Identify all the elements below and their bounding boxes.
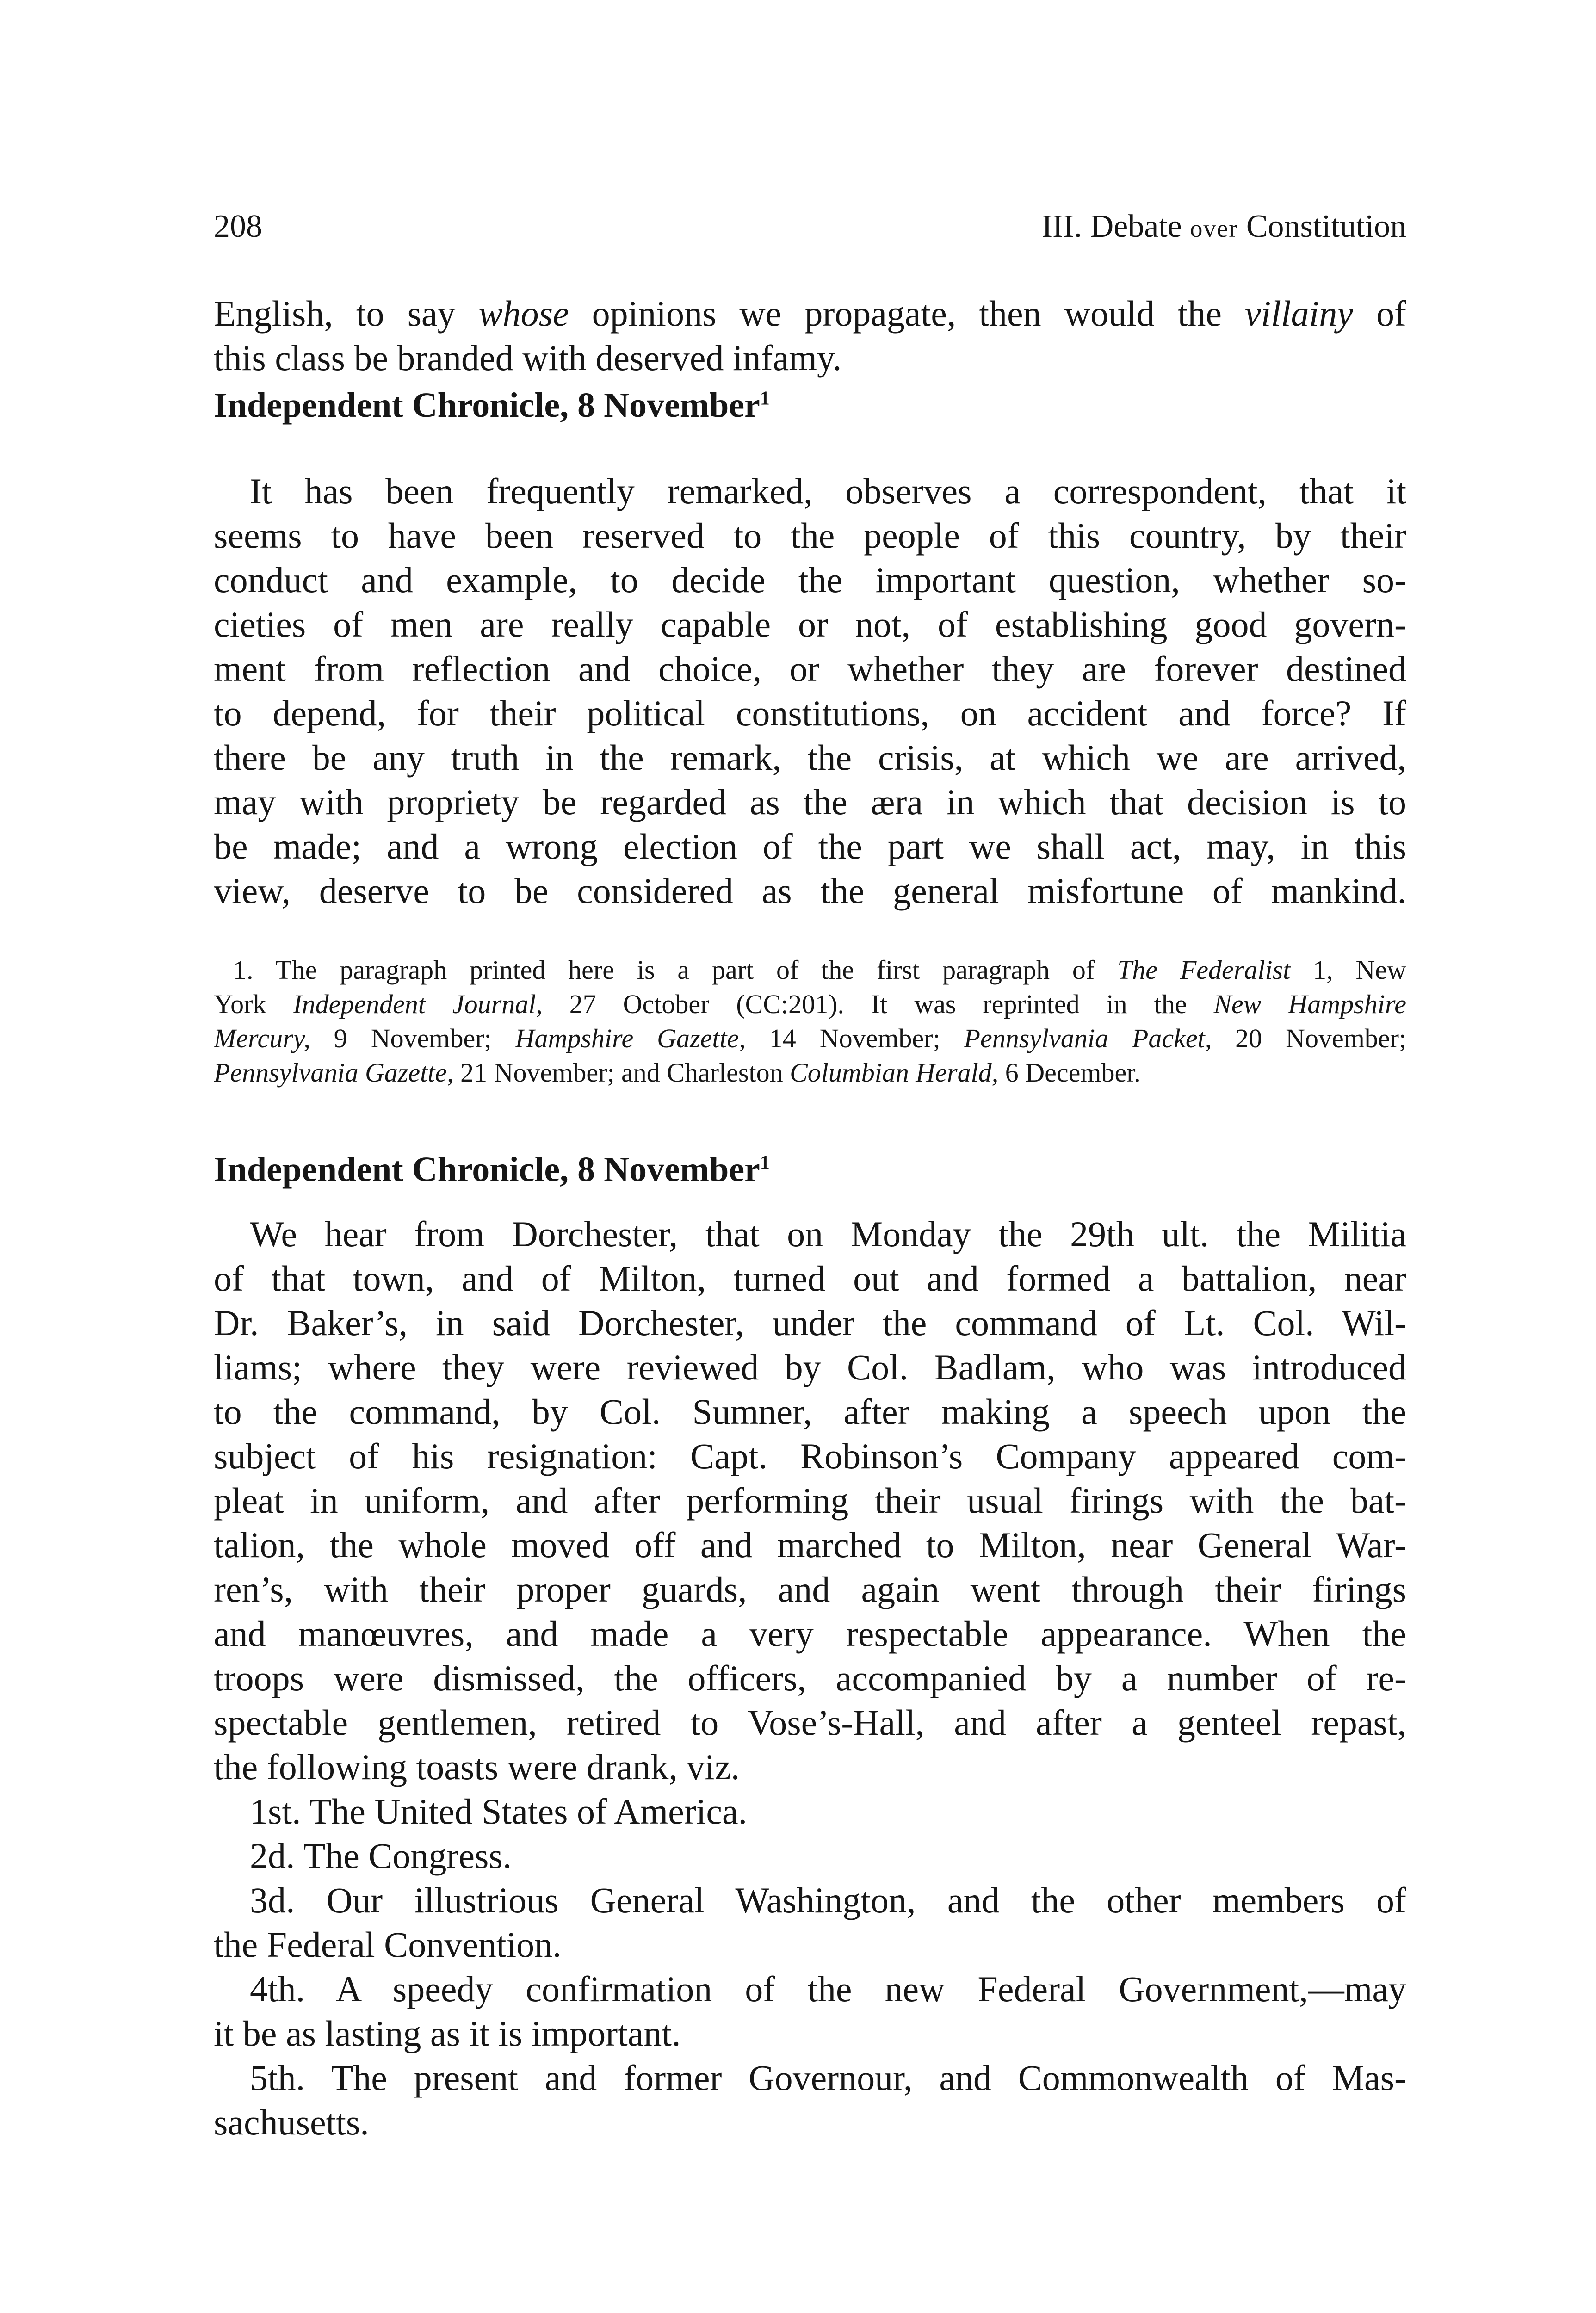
toast-line: 3d. Our illustrious General Washington, and the other members of xyxy=(250,1880,1406,1920)
text-line: troops were dismissed, the officers, accompanied by a number of re- xyxy=(214,1658,1406,1698)
page-number: 208 xyxy=(214,209,262,244)
text-line: to depend, for their political constitutions, on accident and force? If xyxy=(214,693,1406,733)
footnote-line: Pennsylvania Gazette, 21 November; and Charleston Columbian Herald, 6 December. xyxy=(214,1058,1141,1088)
text-line: ment from reflection and choice, or whether they are forever destined xyxy=(214,649,1406,689)
toast-line: 2d. The Congress. xyxy=(250,1836,512,1876)
text-line: there be any truth in the remark, the crisis, at which we are arrived, xyxy=(214,737,1406,778)
section-title: III. Debate over Constitution xyxy=(1041,209,1406,244)
text-line: conduct and example, to decide the important question, whether so- xyxy=(214,560,1406,600)
text-line: talion, the whole moved off and marched to Milton, near General War- xyxy=(214,1525,1406,1565)
text-line: It has been frequently remarked, observes a correspondent, that it xyxy=(250,471,1406,511)
footnote-ref: 1 xyxy=(760,1152,770,1174)
toast-line: 5th. The present and former Governour, and Commonwealth of Mas- xyxy=(250,2058,1406,2098)
footnote-ref: 1 xyxy=(760,388,770,409)
footnote-line: 1. The paragraph printed here is a part of the first paragraph of The Federalist 1, New xyxy=(233,955,1406,985)
text-line: English, to say whose opinions we propagate, then would the villainy of xyxy=(214,293,1406,334)
text-line: be made; and a wrong election of the part we shall act, may, in this xyxy=(214,826,1406,866)
text-line: We hear from Dorchester, that on Monday the 29th ult. the Militia xyxy=(250,1214,1406,1254)
toast-line: the Federal Convention. xyxy=(214,1924,562,1965)
text-line: ren’s, with their proper guards, and again went through their firings xyxy=(214,1569,1406,1609)
text-line: view, deserve to be considered as the general misfortune of mankind. xyxy=(214,871,1406,911)
text-line: seems to have been reserved to the people of this country, by their xyxy=(214,515,1406,556)
text-line: liams; where they were reviewed by Col. Badlam, who was introduced xyxy=(214,1347,1406,1387)
text-line: spectable gentlemen, retired to Vose’s-Hall, and after a genteel repast, xyxy=(214,1702,1406,1743)
toast-line: 4th. A speedy confirmation of the new Federal Government,—may xyxy=(250,1969,1406,2009)
text-line: this class be branded with deserved infamy. xyxy=(214,338,842,378)
text-line: the following toasts were drank, viz. xyxy=(214,1747,740,1787)
text-line: may with propriety be regarded as the æra in which that decision is to xyxy=(214,782,1406,822)
text-line: subject of his resignation: Capt. Robinson’s Company appeared com- xyxy=(214,1436,1406,1476)
text-line: pleat in uniform, and after performing their usual firings with the bat- xyxy=(214,1480,1406,1521)
toast-line: it be as lasting as it is important. xyxy=(214,2013,681,2053)
text-line: to the command, by Col. Sumner, after making a speech upon the xyxy=(214,1392,1406,1432)
article-heading: Independent Chronicle, 8 November$^1$ xyxy=(214,1150,770,1189)
article-heading: Independent Chronicle, 8 November$^1$ xyxy=(214,386,770,425)
footnote-line: York Independent Journal, 27 October (CC:201). It was reprinted in the New Hampshire xyxy=(214,989,1406,1019)
text-line: and manœuvres, and made a very respectable appearance. When the xyxy=(214,1614,1406,1654)
toast-line: sachusetts. xyxy=(214,2102,369,2142)
text-line: of that town, and of Milton, turned out and formed a battalion, near xyxy=(214,1258,1406,1299)
toast-line: 1st. The United States of America. xyxy=(250,1791,748,1831)
text-line: cieties of men are really capable or not, of establishing good govern- xyxy=(214,604,1406,644)
footnote-line: Mercury, 9 November; Hampshire Gazette, 14 November; Pennsylvania Packet, 20 November; xyxy=(214,1023,1406,1053)
running-head xyxy=(214,204,1406,250)
text-line: Dr. Baker’s, in said Dorchester, under the command of Lt. Col. Wil- xyxy=(214,1303,1406,1343)
